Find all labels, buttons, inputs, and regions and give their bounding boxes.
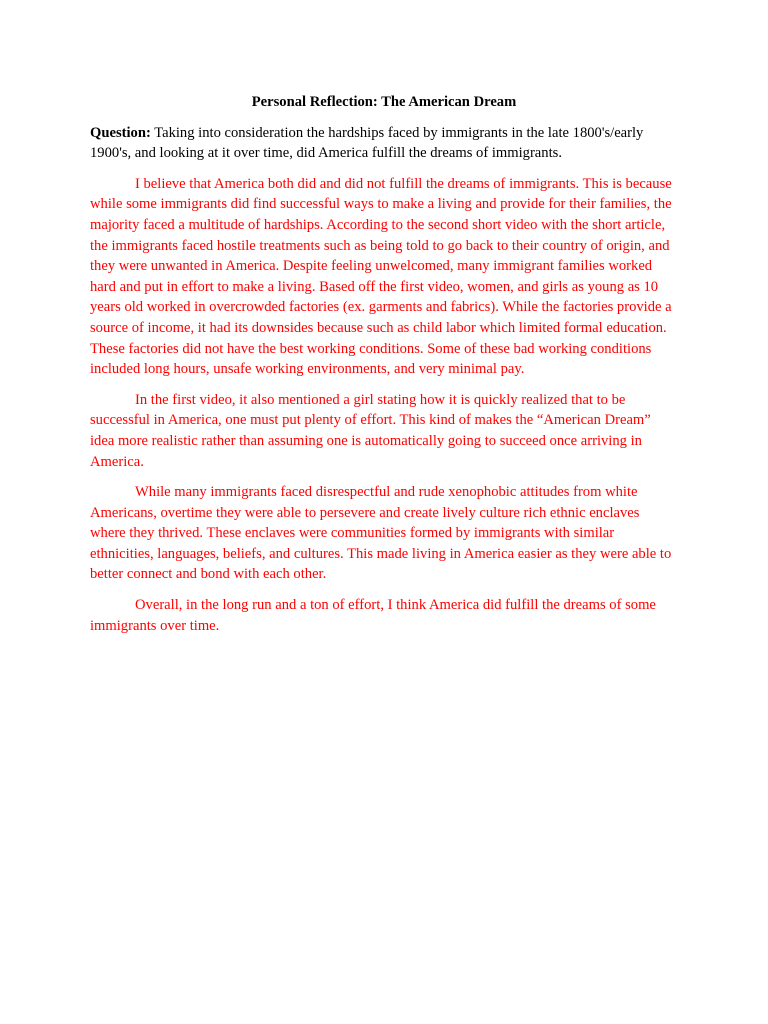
question-text: Taking into consideration the hardships faced by immigrants in the late 1800's/early 1900's, and looking at it over time, did America fulfill the dreams of immigrants. [90,124,644,162]
answer-paragraph-4: Overall, in the long run and a ton of effort, I think America did fulfill the dreams of some immigrants over time. [90,597,656,634]
question-label: Question: [90,124,151,141]
answer-paragraph-3: While many immigrants faced disrespectful and rude xenophobic attitudes from white Americans, overtime they were able to persevere and create lively culture rich ethnic enclaves where they thrived. These enclaves were communities formed by immigrants with similar ethnicities, languages, beliefs, and cultures. This made living in America easier as they were able to better connect and bond with each other. [90,484,672,583]
answer-paragraph-2: In the first video, it also mentioned a girl stating how it is quickly realized that to be successful in America, one must put plenty of effort. This kind of makes the “American Dream” idea more realistic rather than assuming one is automatically going to succeed once arriving in America. [90,391,651,470]
document-title: Personal Reflection: The American Dream [251,94,517,110]
document-body [90,92,678,646]
question-paragraph [90,123,678,164]
answer-paragraph-1: I believe that America both did and did not fulfill the dreams of immigrants. This is because while some immigrants did find successful ways to make a living and provide for their families, the majority faced a multitude of hardships. According to the second short video with the short article, the immigrants faced hostile treatments such as being told to go back to their country of origin, and they were unwanted in America. Despite feeling unwelcomed, many immigrant families worked hard and put in effort to make a living. Based off the first video, women, and girls as young as 10 years old worked in overcrowded factories (ex. garments and fabrics). While the factories provide a source of income, it had its downsides because such as child labor which limited formal education. These factories did not have the best working conditions. Some of these bad working conditions included long hours, unsafe working environments, and very minimal pay. [90,175,672,378]
